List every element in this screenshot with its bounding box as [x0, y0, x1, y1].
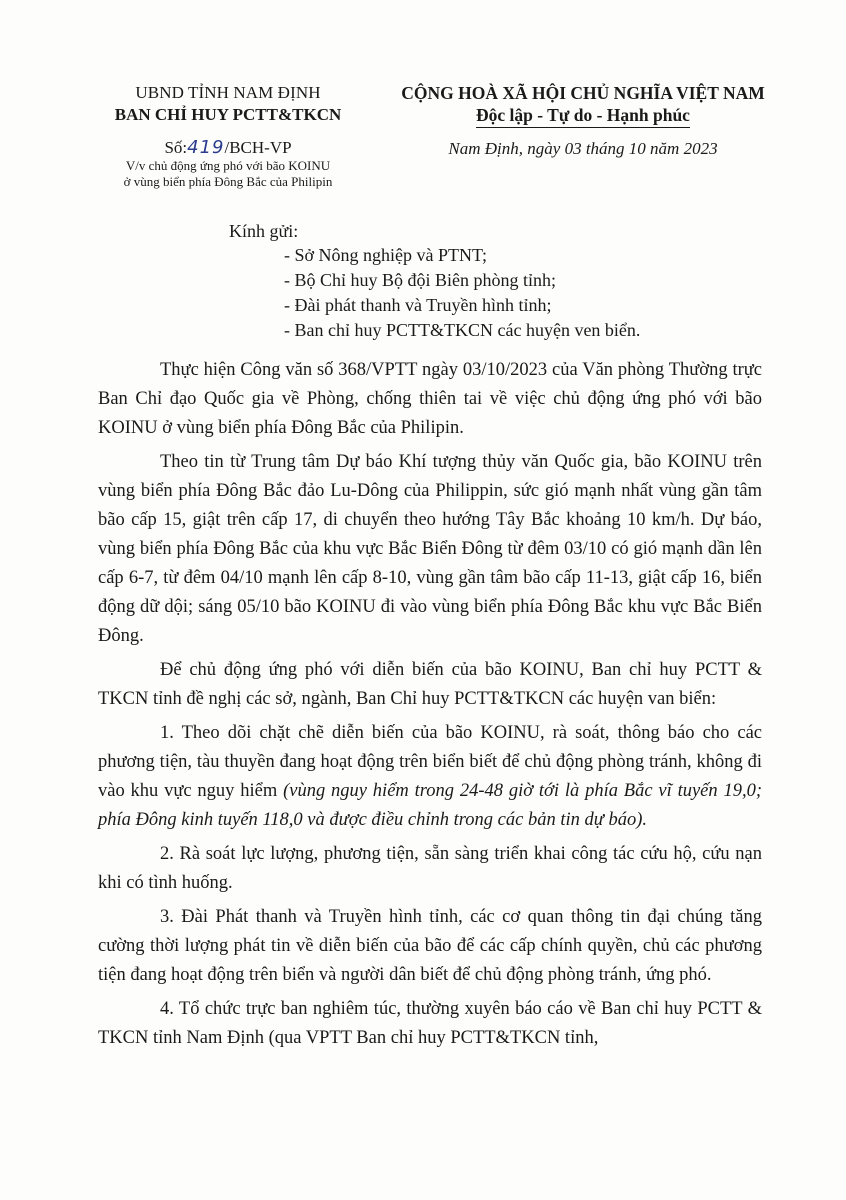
national-header-block	[378, 82, 788, 160]
document-body	[98, 356, 762, 1058]
paragraph-reference: Thực hiện Công văn số 368/VPTT ngày 03/10/2023 của Văn phòng Thường trực Ban Chỉ đạo Quốc gia về Phòng, chống thiên tai về việc chủ động ứng phó với bão KOINU ở vùng biển phía Đông Bắc của Philipin.	[98, 360, 762, 438]
handwritten-number: 419	[187, 137, 225, 158]
paragraph-item-2: 2. Rà soát lực lượng, phương tiện, sẵn sàng triển khai công tác cứu hộ, cứu nạn khi có tình huống.	[98, 844, 762, 893]
nation-name: CỘNG HOÀ XÃ HỘI CHỦ NGHĨA VIỆT NAM	[401, 83, 765, 103]
subject-line-2: ở vùng biển phía Đông Bắc của Philipin	[123, 174, 333, 189]
issuing-authority-block	[88, 82, 368, 190]
document-number	[88, 138, 368, 158]
recipient-item: - Đài phát thanh và Truyền hình tỉnh;	[284, 295, 552, 315]
item-1-text: 1. Theo dõi chặt chẽ diễn biến của bão KOINU, rà soát, thông báo cho các phương tiện, tàu thuyền đang hoạt động trên biển biết để chủ động phòng tránh, không đi vào khu vực nguy hiểm	[98, 723, 762, 801]
paragraph-item-1	[98, 719, 762, 835]
national-motto: Độc lập - Tự do - Hạnh phúc	[476, 104, 690, 128]
recipient-item: - Bộ Chỉ huy Bộ đội Biên phòng tỉnh;	[284, 270, 557, 290]
paragraph-forecast: Theo tin từ Trung tâm Dự báo Khí tượng thủy văn Quốc gia, bão KOINU trên vùng biển phía Đông Bắc đảo Lu-Dông của Philippin, sức gió mạnh nhất vùng gần tâm bão cấp 15, giật trên cấp 17, di chuyển theo hướng Tây Bắc khoảng 10 km/h. Dự báo, vùng biển phía Đông Bắc của khu vực Bắc Biển Đông từ đêm 03/10 có gió mạnh dần lên cấp 6-7, từ đêm 04/10 mạnh lên cấp 8-10, vùng gần tâm bão cấp 11-13, giật cấp 16, biển động dữ dội; sáng 05/10 bão KOINU đi vào vùng biển phía Đông Bắc khu vực Bắc Biển Đông.	[98, 452, 762, 646]
recipient-item: - Sở Nông nghiệp và PTNT;	[284, 245, 488, 265]
recipients-list	[284, 243, 640, 343]
paragraph-request: Để chủ động ứng phó với diễn biến của bão KOINU, Ban chỉ huy PCTT & TKCN tỉnh đề nghị các sở, ngành, Ban Chỉ huy PCTT&TKCN các huyện van biển:	[98, 660, 762, 709]
paragraph-item-4: 4. Tổ chức trực ban nghiêm túc, thường xuyên báo cáo về Ban chỉ huy PCTT & TKCN tỉnh Nam Định (qua VPTT Ban chỉ huy PCTT&TKCN tỉnh,	[98, 999, 762, 1048]
number-suffix: /BCH-VP	[224, 138, 292, 157]
command-board-name: BAN CHỈ HUY PCTT&TKCN	[114, 105, 342, 124]
recipients-title: Kính gửi:	[229, 221, 299, 241]
item-1-danger-zone-note: (vùng nguy hiểm trong 24-48 giờ tới là phía Bắc vĩ tuyến 19,0; phía Đông kinh tuyến 118,0 và được điều chỉnh trong các bản tin dự báo).	[98, 781, 762, 830]
subject-line-1: V/v chủ động ứng phó với bão KOINU	[125, 158, 331, 173]
recipient-item: - Ban chỉ huy PCTT&TKCN các huyện ven biển.	[284, 320, 641, 340]
place-and-date: Nam Định, ngày 03 tháng 10 năm 2023	[448, 139, 718, 158]
province-committee-name: UBND TỈNH NAM ĐỊNH	[135, 83, 321, 102]
number-prefix: Số:	[164, 138, 188, 157]
paragraph-item-3: 3. Đài Phát thanh và Truyền hình tỉnh, các cơ quan thông tin đại chúng tăng cường thời lượng phát tin về diễn biến của bão để các cấp chính quyền, chủ các phương tiện đang hoạt động trên biển và người dân biết để chủ động phòng tránh, ứng phó.	[98, 907, 762, 985]
